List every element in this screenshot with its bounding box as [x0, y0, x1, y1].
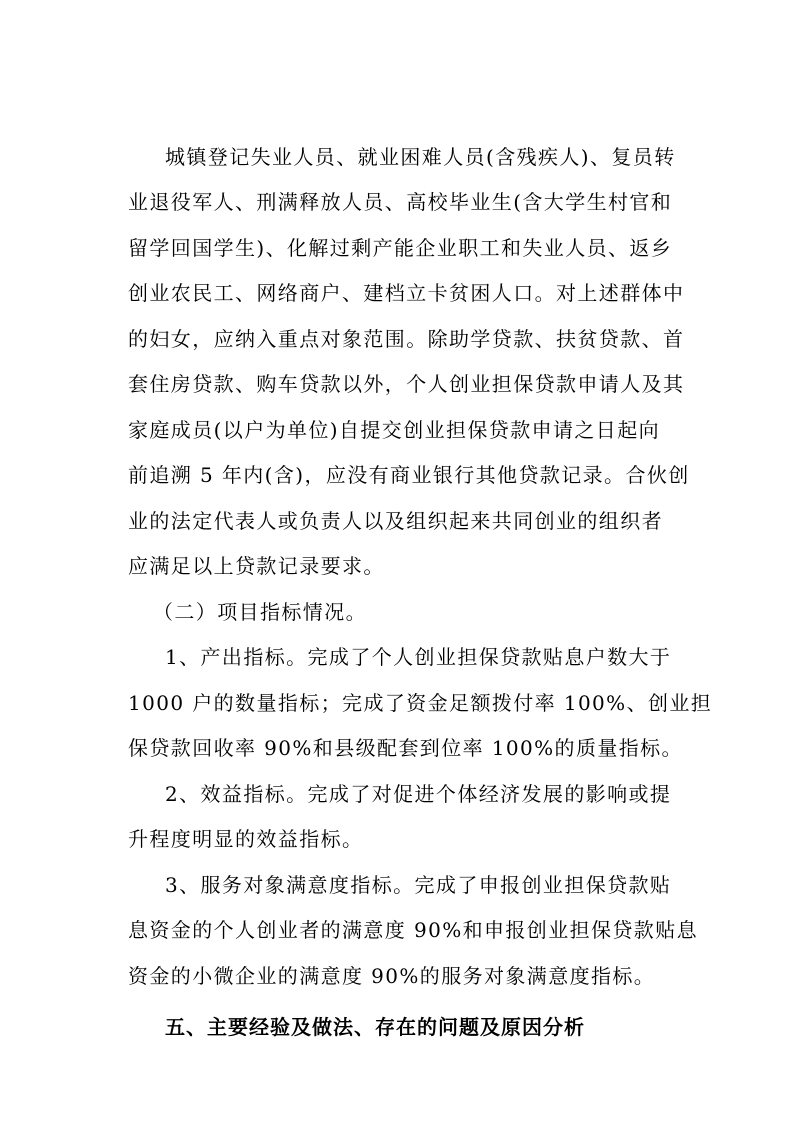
- item3-line: 3、服务对象满意度指标。完成了申报创业担保贷款贴: [165, 873, 672, 897]
- item1-line: 1000 户的数量指标；完成了资金足额拨付率 100%、创业担: [128, 691, 713, 715]
- section-title: （二）项目指标情况。: [153, 600, 367, 624]
- paragraph-line: 应满足以上贷款记录要求。: [128, 554, 385, 578]
- item3-line: 资金的小微企业的满意度 90%的服务对象满意度指标。: [128, 964, 656, 988]
- paragraph-line: 城镇登记失业人员、就业困难人员(含残疾人)、复员转: [165, 145, 676, 169]
- paragraph-line: 创业农民工、网络商户、建档立卡贫困人口。对上述群体中: [128, 281, 685, 305]
- paragraph-line: 业退役军人、刑满释放人员、高校毕业生(含大学生村官和: [128, 190, 673, 214]
- item2-line: 升程度明显的效益指标。: [128, 827, 364, 851]
- paragraph-line: 家庭成员(以户为单位)自提交创业担保贷款申请之日起向: [128, 418, 661, 442]
- paragraph-line: 套住房贷款、购车贷款以外，个人创业担保贷款申请人及其: [128, 372, 685, 396]
- paragraph-line: 业的法定代表人或负责人以及组织起来共同创业的组织者: [128, 509, 663, 533]
- paragraph-line: 留学回国学生)、化解过剩产能企业职工和失业人员、返乡: [128, 236, 673, 260]
- item2-line: 2、效益指标。完成了对促进个体经济发展的影响或提: [165, 782, 672, 806]
- item1-line: 1、产出指标。完成了个人创业担保贷款贴息户数大于: [165, 645, 672, 669]
- paragraph-line: 前追溯 5 年内(含)，应没有商业银行其他贷款记录。合伙创: [128, 463, 690, 487]
- item3-line: 息资金的个人创业者的满意度 90%和申报创业担保贷款贴息: [128, 918, 699, 942]
- section-heading: 五、主要经验及做法、存在的问题及原因分析: [165, 1015, 585, 1039]
- paragraph-line: 的妇女，应纳入重点对象范围。除助学贷款、扶贫贷款、首: [128, 327, 685, 351]
- item1-line: 保贷款回收率 90%和县级配套到位率 100%的质量指标。: [128, 736, 683, 760]
